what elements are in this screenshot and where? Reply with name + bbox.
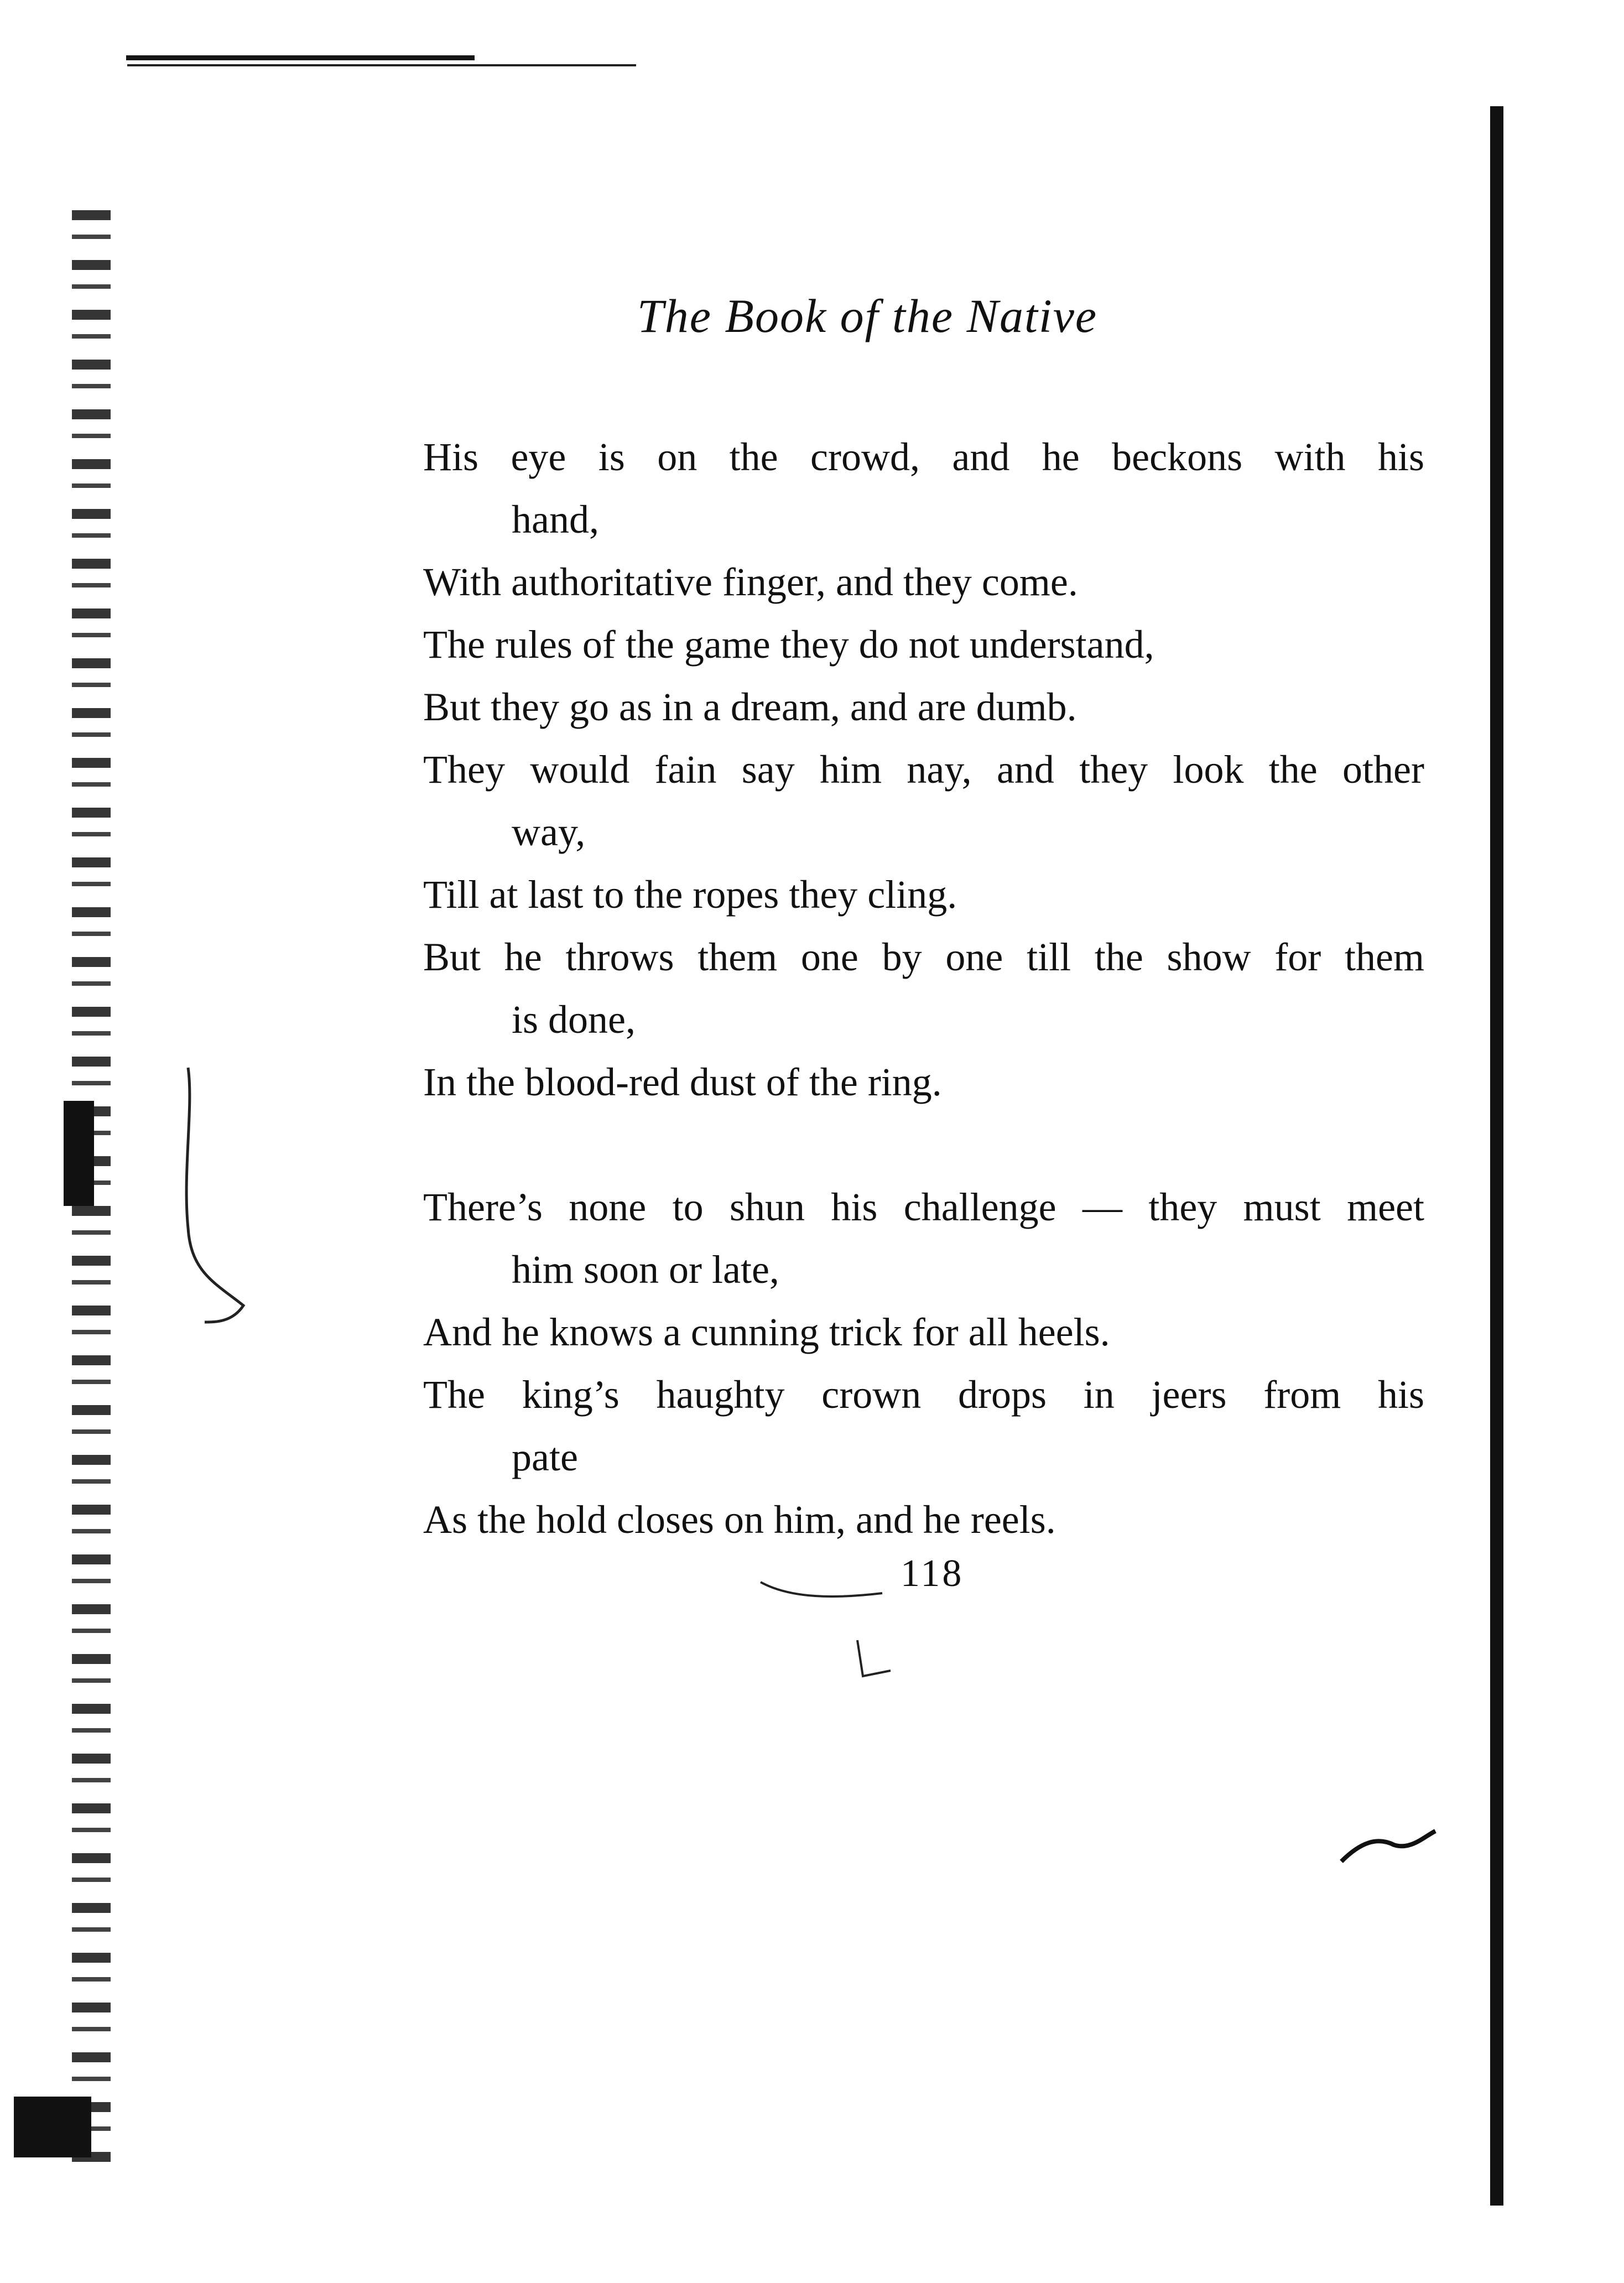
scan-artifact-top-rule <box>126 55 475 60</box>
poem-body <box>423 426 1424 1551</box>
poem-line: Till at last to the ropes they cling. <box>423 872 957 917</box>
scan-artifact-left-corner <box>14 2097 91 2157</box>
poem-line: The king’s haughty crown drops in jeers from his <box>423 1372 1424 1417</box>
scan-artifact-top-line <box>127 64 636 66</box>
scan-artifact-squiggle <box>1339 1820 1438 1870</box>
poem-line: But he throws them one by one till the show for them <box>423 935 1424 979</box>
scan-artifact-left-blot <box>64 1101 94 1206</box>
poem-line: As the hold closes on him, and he reels. <box>423 1497 1056 1542</box>
poem-line: hand, <box>512 497 599 542</box>
poem-line: pate <box>512 1435 578 1479</box>
running-head: The Book of the Native <box>637 289 1098 342</box>
poem-line: His eye is on the crowd, and he beckons with his <box>423 435 1424 479</box>
poem-line: is done, <box>512 997 636 1042</box>
poem-line: him soon or late, <box>512 1247 779 1292</box>
scan-artifact-right-edge <box>1490 106 1503 2206</box>
poem-line: But they go as in a dream, and are dumb. <box>423 685 1077 729</box>
page-number: 118 <box>901 1552 964 1595</box>
scan-artifact-pen-mark <box>758 1549 902 1682</box>
poem-line: And he knows a cunning trick for all heels. <box>423 1310 1110 1354</box>
poem-line: In the blood-red dust of the ring. <box>423 1060 942 1104</box>
poem-line: The rules of the game they do not understand, <box>423 622 1154 667</box>
scan-artifact-curl <box>183 1062 254 1328</box>
poem-line: With authoritative finger, and they come. <box>423 560 1078 604</box>
poem-line: There’s none to shun his challenge — they must meet <box>423 1185 1424 1229</box>
poem-line: way, <box>512 810 586 854</box>
poem-line: They would fain say him nay, and they look the other <box>423 747 1424 792</box>
stanza-break <box>423 1114 1424 1176</box>
